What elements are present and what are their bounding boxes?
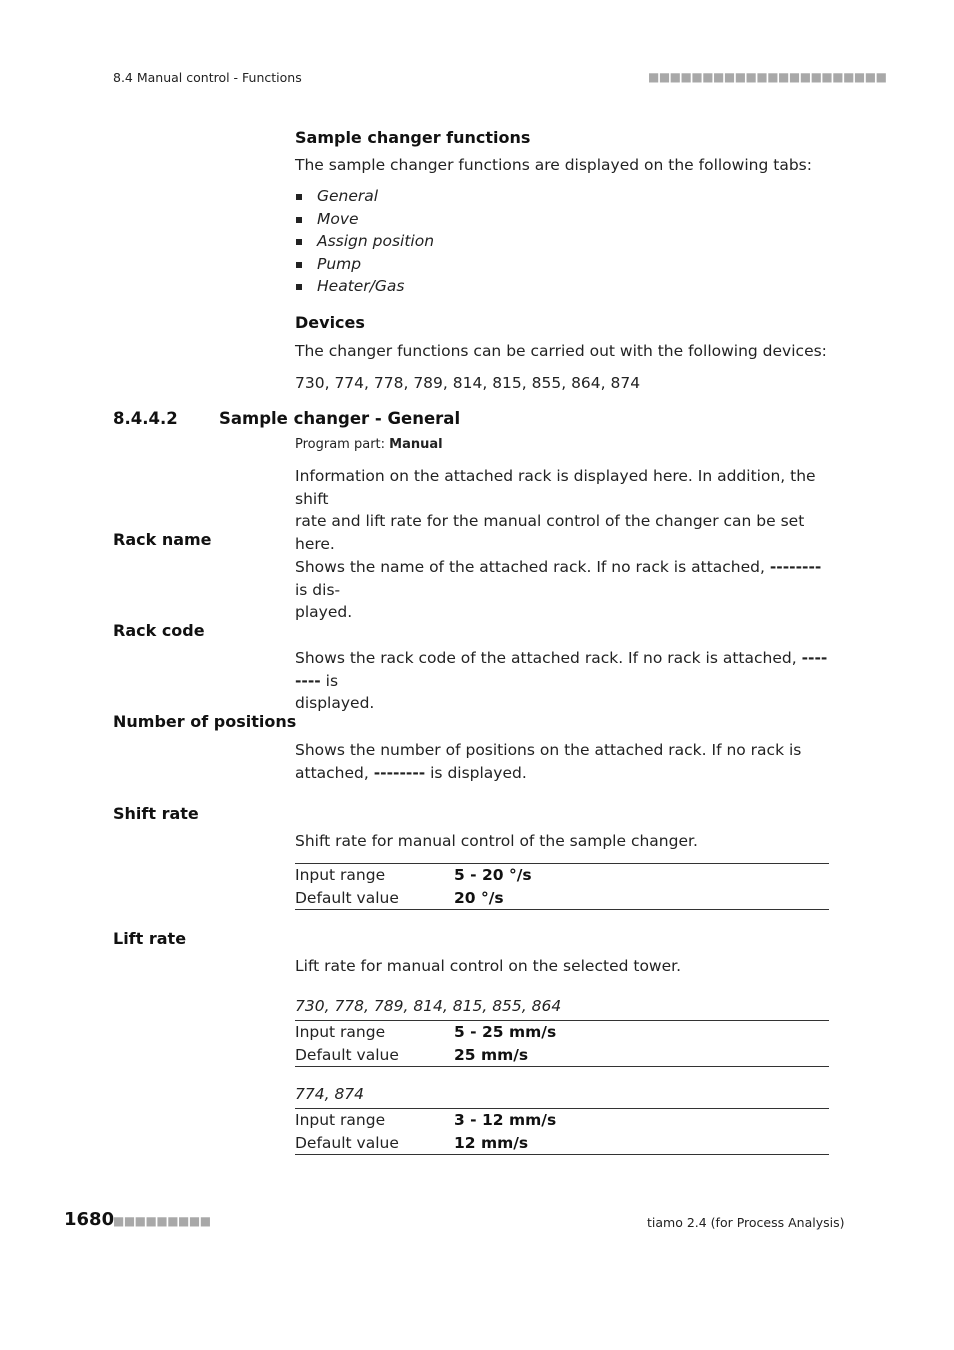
- running-header-section: 8.4 Manual control - Functions: [113, 70, 302, 85]
- sample-changer-functions-intro: The sample changer functions are displayed on the following tabs:: [295, 156, 812, 174]
- lift-rate-heading: Lift rate: [113, 929, 187, 948]
- text-line: Shows the number of positions on the attached rack. If no rack is: [295, 741, 802, 759]
- text-span: is dis-: [295, 580, 341, 599]
- sample-changer-functions-heading: Sample changer functions: [295, 128, 531, 147]
- program-part: [295, 437, 830, 452]
- lift-rate-group1-table: [295, 1020, 829, 1067]
- rack-name-heading: Rack name: [113, 530, 212, 549]
- dash-placeholder: --------: [769, 558, 822, 576]
- rack-code-heading: Rack code: [113, 621, 205, 640]
- default-value-label: Default value: [295, 888, 399, 907]
- lift-rate-group1-caption: 730, 778, 789, 814, 815, 855, 864: [295, 997, 562, 1015]
- input-range-label: Input range: [295, 1111, 386, 1129]
- input-range-value: 5 - 25 mm/s: [454, 1023, 557, 1041]
- program-part-value: Manual: [389, 437, 443, 452]
- devices-list: 730, 774, 778, 789, 814, 815, 855, 864, 874: [295, 374, 641, 392]
- section-intro-line: Information on the attached rack is displayed here. In addition, the shift: [295, 467, 816, 508]
- shift-rate-heading: Shift rate: [113, 804, 199, 823]
- table-row: [295, 1109, 829, 1132]
- list-item: Move: [295, 208, 830, 231]
- list-item: Heater/Gas: [295, 275, 830, 298]
- page-number: 1680: [64, 1209, 115, 1230]
- table-row: [295, 887, 829, 910]
- list-item: Assign position: [295, 230, 830, 253]
- input-range-label: Input range: [295, 1023, 386, 1041]
- table-row: [295, 1021, 829, 1044]
- default-value-value: 25 mm/s: [454, 1045, 529, 1064]
- input-range-value: 5 - 20 °/s: [454, 866, 532, 884]
- header-marker: ■■■■■■■■■■■■■■■■■■■■■■: [648, 70, 887, 84]
- text-span: attached,: [295, 763, 374, 782]
- text-span: is displayed.: [425, 763, 527, 782]
- section-intro-line: rate and lift rate for the manual control of the changer can be set here.: [295, 512, 805, 553]
- default-value-value: 12 mm/s: [454, 1133, 529, 1152]
- devices-heading: Devices: [295, 313, 365, 332]
- lift-rate-group2-table: [295, 1108, 829, 1155]
- program-part-label: Program part:: [295, 437, 386, 452]
- section-intro: [295, 465, 830, 555]
- list-item: General: [295, 185, 830, 208]
- devices-intro: The changer functions can be carried out with the following devices:: [295, 342, 827, 360]
- text-span: Shows the rack code of the attached rack. If no rack is attached,: [295, 649, 802, 667]
- shift-rate-table: [295, 863, 829, 910]
- shift-rate-description: Shift rate for manual control of the sample changer.: [295, 832, 698, 850]
- rack-code-description: [295, 647, 830, 715]
- default-value-label: Default value: [295, 1133, 399, 1152]
- default-value-value: 20 °/s: [454, 888, 504, 907]
- section-title: Sample changer - General: [219, 409, 461, 428]
- rack-name-description: [295, 556, 830, 624]
- default-value-label: Default value: [295, 1045, 399, 1064]
- text-line: displayed.: [295, 694, 375, 712]
- footer-marker: ■■■■■■■■■: [113, 1214, 211, 1228]
- table-row: [295, 1132, 829, 1155]
- table-row: [295, 1044, 829, 1067]
- lift-rate-group2-caption: 774, 874: [295, 1085, 365, 1103]
- table-row: [295, 864, 829, 887]
- input-range-value: 3 - 12 mm/s: [454, 1111, 557, 1129]
- text-span: is: [320, 671, 339, 690]
- number-of-positions-heading: Number of positions: [113, 712, 297, 731]
- input-range-label: Input range: [295, 866, 386, 884]
- dash-placeholder: --------: [295, 649, 828, 690]
- tabs-list: [295, 185, 830, 298]
- text-span: Shows the name of the attached rack. If no rack is attached,: [295, 558, 770, 576]
- text-line: played.: [295, 603, 353, 621]
- lift-rate-description: Lift rate for manual control on the selected tower.: [295, 957, 682, 975]
- product-name: tiamo 2.4 (for Process Analysis): [647, 1215, 845, 1230]
- section-number: 8.4.4.2: [113, 409, 178, 428]
- dash-placeholder: --------: [373, 763, 426, 782]
- number-of-positions-description: [295, 739, 830, 784]
- list-item: Pump: [295, 253, 830, 276]
